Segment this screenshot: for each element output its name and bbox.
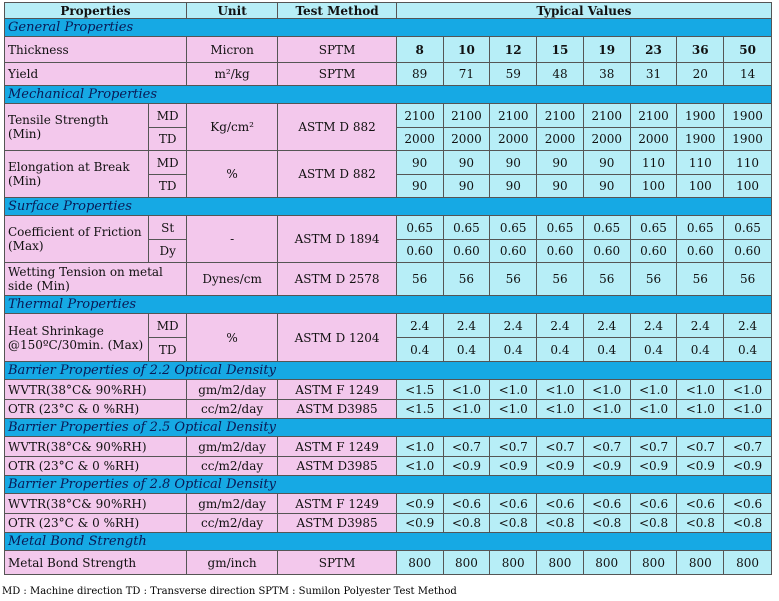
value-cell: 56 xyxy=(490,263,537,296)
value-cell: 12 xyxy=(490,37,537,63)
row-unit: Dynes/cm xyxy=(186,263,277,296)
row-unit: gm/m2/day xyxy=(186,494,277,514)
row-method: ASTM F 1249 xyxy=(278,494,396,514)
value-cell: 110 xyxy=(630,151,677,175)
section-row xyxy=(5,19,772,37)
section-row xyxy=(5,86,772,104)
value-cell: 0.4 xyxy=(537,338,584,362)
value-cell: 800 xyxy=(677,551,724,575)
section-row xyxy=(5,476,772,494)
value-cell: <1.5 xyxy=(396,380,443,400)
value-cell: 89 xyxy=(396,63,443,86)
value-cell: <1.0 xyxy=(537,400,584,419)
value-cell: 0.4 xyxy=(396,338,443,362)
value-cell: <0.8 xyxy=(583,514,630,533)
value-cell: 56 xyxy=(443,263,490,296)
value-cell: 2100 xyxy=(490,104,537,128)
row-label: Metal Bond Strength xyxy=(5,551,187,575)
value-cell: 0.60 xyxy=(630,240,677,263)
section-row xyxy=(5,198,772,216)
value-cell: <0.6 xyxy=(490,494,537,514)
row-unit: Kg/cm² xyxy=(186,104,277,151)
value-cell: <0.9 xyxy=(396,514,443,533)
table-row xyxy=(5,151,772,175)
header-test-method: Test Method xyxy=(278,3,396,19)
value-cell: 1900 xyxy=(724,128,772,151)
table-row xyxy=(5,216,772,240)
value-cell: <1.0 xyxy=(630,380,677,400)
header-properties: Properties xyxy=(5,3,187,19)
row-label: Coefficient of Friction (Max) xyxy=(5,216,149,263)
row-unit: % xyxy=(186,314,277,362)
value-cell: 0.60 xyxy=(490,240,537,263)
value-cell: 0.4 xyxy=(630,338,677,362)
value-cell: <1.0 xyxy=(724,400,772,419)
value-cell: 20 xyxy=(677,63,724,86)
row-unit: Micron xyxy=(186,37,277,63)
value-cell: 2.4 xyxy=(677,314,724,338)
row-method: ASTM D 882 xyxy=(278,104,396,151)
value-cell: 0.60 xyxy=(677,240,724,263)
value-cell: 50 xyxy=(724,37,772,63)
row-label: OTR (23°C & 0 %RH) xyxy=(5,514,187,533)
value-cell: <0.8 xyxy=(490,514,537,533)
value-cell: <0.7 xyxy=(537,437,584,457)
value-cell: 0.65 xyxy=(537,216,584,240)
table-row xyxy=(5,514,772,533)
value-cell: <1.0 xyxy=(537,380,584,400)
header-typical-values: Typical Values xyxy=(396,3,771,19)
value-cell: <0.9 xyxy=(396,494,443,514)
value-cell: <0.9 xyxy=(724,457,772,476)
value-cell: 90 xyxy=(583,175,630,198)
value-cell: 2000 xyxy=(490,128,537,151)
value-cell: 56 xyxy=(396,263,443,296)
row-method: ASTM D3985 xyxy=(278,457,396,476)
value-cell: <1.0 xyxy=(724,380,772,400)
value-cell: 56 xyxy=(677,263,724,296)
value-cell: 90 xyxy=(396,151,443,175)
value-cell: 2000 xyxy=(583,128,630,151)
value-cell: 2100 xyxy=(630,104,677,128)
row-unit: gm/inch xyxy=(186,551,277,575)
value-cell: 0.65 xyxy=(630,216,677,240)
value-cell: <0.7 xyxy=(583,437,630,457)
table-row xyxy=(5,314,772,338)
value-cell: 800 xyxy=(537,551,584,575)
row-label: WVTR(38°C& 90%RH) xyxy=(5,494,187,514)
row-method: ASTM D3985 xyxy=(278,514,396,533)
table-row xyxy=(5,380,772,400)
value-cell: 48 xyxy=(537,63,584,86)
value-cell: 1900 xyxy=(677,128,724,151)
value-cell: 90 xyxy=(490,175,537,198)
value-cell: 100 xyxy=(724,175,772,198)
value-cell: 56 xyxy=(630,263,677,296)
value-cell: 15 xyxy=(537,37,584,63)
section-barrier-2-2: Barrier Properties of 2.2 Optical Density xyxy=(5,362,772,380)
value-cell: 0.4 xyxy=(724,338,772,362)
row-unit: cc/m2/day xyxy=(186,514,277,533)
value-cell: <1.0 xyxy=(396,437,443,457)
section-surface: Surface Properties xyxy=(5,198,772,216)
value-cell: <0.9 xyxy=(490,457,537,476)
value-cell: 59 xyxy=(490,63,537,86)
value-cell: 0.4 xyxy=(490,338,537,362)
row-sub: MD xyxy=(149,314,186,338)
section-general: General Properties xyxy=(5,19,772,37)
value-cell: 0.4 xyxy=(677,338,724,362)
value-cell: <1.0 xyxy=(490,400,537,419)
table-row xyxy=(5,37,772,63)
row-sub: TD xyxy=(149,338,186,362)
row-label: Thickness xyxy=(5,37,187,63)
section-row xyxy=(5,533,772,551)
value-cell: 0.60 xyxy=(443,240,490,263)
row-sub: TD xyxy=(149,128,186,151)
row-method: ASTM D 1894 xyxy=(278,216,396,263)
value-cell: <0.7 xyxy=(443,437,490,457)
value-cell: <0.6 xyxy=(537,494,584,514)
table-row xyxy=(5,457,772,476)
section-barrier-2-8: Barrier Properties of 2.8 Optical Density xyxy=(5,476,772,494)
table-row xyxy=(5,437,772,457)
row-label: Wetting Tension on metal side (Min) xyxy=(5,263,187,296)
value-cell: 0.65 xyxy=(677,216,724,240)
value-cell: <0.9 xyxy=(537,457,584,476)
value-cell: <0.9 xyxy=(677,457,724,476)
value-cell: 14 xyxy=(724,63,772,86)
value-cell: 100 xyxy=(677,175,724,198)
value-cell: 100 xyxy=(630,175,677,198)
row-method: ASTM D 1204 xyxy=(278,314,396,362)
value-cell: 8 xyxy=(396,37,443,63)
section-row xyxy=(5,362,772,380)
value-cell: <1.0 xyxy=(677,380,724,400)
row-method: ASTM D 2578 xyxy=(278,263,396,296)
row-sub: St xyxy=(149,216,186,240)
row-unit: gm/m2/day xyxy=(186,380,277,400)
row-method: ASTM D3985 xyxy=(278,400,396,419)
header-unit: Unit xyxy=(186,3,277,19)
value-cell: 2.4 xyxy=(583,314,630,338)
value-cell: 0.65 xyxy=(396,216,443,240)
value-cell: 110 xyxy=(677,151,724,175)
row-method: SPTM xyxy=(278,37,396,63)
value-cell: 90 xyxy=(443,151,490,175)
table-row xyxy=(5,263,772,296)
value-cell: 71 xyxy=(443,63,490,86)
row-unit: cc/m2/day xyxy=(186,400,277,419)
section-row xyxy=(5,296,772,314)
properties-table xyxy=(4,2,772,575)
row-method: ASTM F 1249 xyxy=(278,380,396,400)
value-cell: <0.7 xyxy=(724,437,772,457)
value-cell: 2100 xyxy=(537,104,584,128)
row-method: SPTM xyxy=(278,551,396,575)
value-cell: <0.8 xyxy=(677,514,724,533)
row-label: Yield xyxy=(5,63,187,86)
row-method: SPTM xyxy=(278,63,396,86)
value-cell: 0.4 xyxy=(443,338,490,362)
value-cell: <1.0 xyxy=(630,400,677,419)
row-label: Tensile Strength (Min) xyxy=(5,104,149,151)
value-cell: 2000 xyxy=(396,128,443,151)
row-sub: MD xyxy=(149,104,186,128)
value-cell: 2100 xyxy=(443,104,490,128)
row-sub: TD xyxy=(149,175,186,198)
row-unit: - xyxy=(186,216,277,263)
value-cell: <0.6 xyxy=(583,494,630,514)
value-cell: 90 xyxy=(537,175,584,198)
value-cell: 2.4 xyxy=(537,314,584,338)
value-cell: 56 xyxy=(537,263,584,296)
value-cell: 2.4 xyxy=(724,314,772,338)
value-cell: 19 xyxy=(583,37,630,63)
table-row xyxy=(5,104,772,128)
value-cell: 0.60 xyxy=(724,240,772,263)
section-thermal: Thermal Properties xyxy=(5,296,772,314)
value-cell: 10 xyxy=(443,37,490,63)
row-label: Heat Shrinkage @150ºC/30min. (Max) xyxy=(5,314,149,362)
value-cell: 2000 xyxy=(630,128,677,151)
value-cell: 38 xyxy=(583,63,630,86)
value-cell: 90 xyxy=(443,175,490,198)
row-unit: gm/m2/day xyxy=(186,437,277,457)
value-cell: <0.8 xyxy=(724,514,772,533)
value-cell: <0.9 xyxy=(583,457,630,476)
section-metal-bond: Metal Bond Strength xyxy=(5,533,772,551)
table-row xyxy=(5,494,772,514)
value-cell: 1900 xyxy=(677,104,724,128)
value-cell: 2.4 xyxy=(396,314,443,338)
value-cell: 0.65 xyxy=(724,216,772,240)
value-cell: 56 xyxy=(583,263,630,296)
value-cell: <0.7 xyxy=(677,437,724,457)
value-cell: <1.0 xyxy=(677,400,724,419)
value-cell: 2.4 xyxy=(443,314,490,338)
value-cell: <0.8 xyxy=(537,514,584,533)
value-cell: 800 xyxy=(583,551,630,575)
table-row xyxy=(5,63,772,86)
value-cell: 0.4 xyxy=(583,338,630,362)
value-cell: 90 xyxy=(537,151,584,175)
value-cell: 800 xyxy=(724,551,772,575)
value-cell: 2000 xyxy=(537,128,584,151)
value-cell: 0.65 xyxy=(490,216,537,240)
value-cell: <0.6 xyxy=(724,494,772,514)
footnote: MD : Machine direction TD : Transverse direction SPTM : Sumilon Polyester Test Method xyxy=(2,586,457,597)
value-cell: 800 xyxy=(443,551,490,575)
row-unit: cc/m2/day xyxy=(186,457,277,476)
header-row xyxy=(5,3,772,19)
value-cell: <1.0 xyxy=(396,457,443,476)
value-cell: 2.4 xyxy=(630,314,677,338)
section-mechanical: Mechanical Properties xyxy=(5,86,772,104)
row-method: ASTM D 882 xyxy=(278,151,396,198)
table-row xyxy=(5,400,772,419)
value-cell: 31 xyxy=(630,63,677,86)
value-cell: <0.9 xyxy=(630,457,677,476)
row-label: WVTR(38°C& 90%RH) xyxy=(5,437,187,457)
value-cell: 0.60 xyxy=(396,240,443,263)
row-label: WVTR(38°C& 90%RH) xyxy=(5,380,187,400)
value-cell: 23 xyxy=(630,37,677,63)
value-cell: 800 xyxy=(630,551,677,575)
value-cell: <0.8 xyxy=(630,514,677,533)
row-unit: % xyxy=(186,151,277,198)
row-method: ASTM F 1249 xyxy=(278,437,396,457)
value-cell: 2100 xyxy=(396,104,443,128)
value-cell: 0.65 xyxy=(443,216,490,240)
row-sub: MD xyxy=(149,151,186,175)
value-cell: <1.0 xyxy=(583,400,630,419)
row-label: Elongation at Break (Min) xyxy=(5,151,149,198)
value-cell: <0.6 xyxy=(443,494,490,514)
table-row xyxy=(5,551,772,575)
value-cell: <0.6 xyxy=(677,494,724,514)
value-cell: 0.60 xyxy=(583,240,630,263)
row-label: OTR (23°C & 0 %RH) xyxy=(5,457,187,476)
value-cell: <1.0 xyxy=(443,380,490,400)
row-label: OTR (23°C & 0 %RH) xyxy=(5,400,187,419)
value-cell: 90 xyxy=(396,175,443,198)
value-cell: 90 xyxy=(490,151,537,175)
value-cell: 56 xyxy=(724,263,772,296)
value-cell: 110 xyxy=(724,151,772,175)
value-cell: <0.8 xyxy=(443,514,490,533)
section-row xyxy=(5,419,772,437)
value-cell: 36 xyxy=(677,37,724,63)
section-barrier-2-5: Barrier Properties of 2.5 Optical Density xyxy=(5,419,772,437)
value-cell: 0.65 xyxy=(583,216,630,240)
value-cell: 800 xyxy=(396,551,443,575)
value-cell: 1900 xyxy=(724,104,772,128)
value-cell: <0.7 xyxy=(490,437,537,457)
row-unit: m²/kg xyxy=(186,63,277,86)
value-cell: 800 xyxy=(490,551,537,575)
value-cell: 2100 xyxy=(583,104,630,128)
value-cell: <1.0 xyxy=(490,380,537,400)
value-cell: 0.60 xyxy=(537,240,584,263)
value-cell: 2.4 xyxy=(490,314,537,338)
value-cell: <1.5 xyxy=(396,400,443,419)
value-cell: <1.0 xyxy=(583,380,630,400)
row-sub: Dy xyxy=(149,240,186,263)
value-cell: 90 xyxy=(583,151,630,175)
value-cell: <0.9 xyxy=(443,457,490,476)
value-cell: <1.0 xyxy=(443,400,490,419)
value-cell: <0.6 xyxy=(630,494,677,514)
value-cell: 2000 xyxy=(443,128,490,151)
value-cell: <0.7 xyxy=(630,437,677,457)
